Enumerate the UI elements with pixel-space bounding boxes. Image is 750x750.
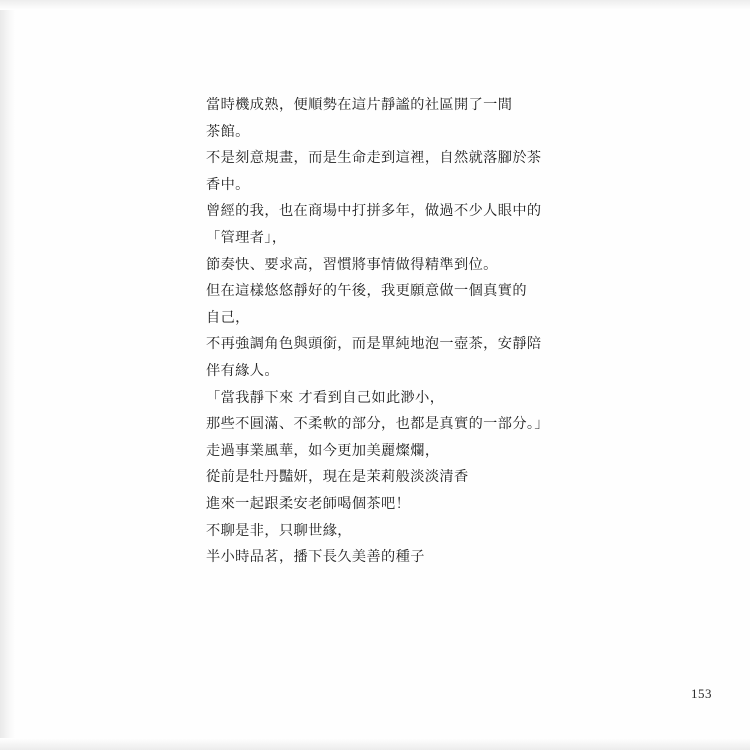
body-line: 走過事業風華，如今更加美麗燦爛， [206,442,440,459]
body-line: 從前是牡丹豔妍，現在是茉莉般淡淡清香 [206,469,469,486]
body-line: 但在這樣悠悠靜好的午後，我更願意做一個真實的 [206,283,527,300]
body-line: 半小時品茗，播下長久美善的種子 [206,549,425,566]
body-line: 「管理者」， [206,229,287,246]
body-line: 不是刻意規畫，而是生命走到這裡，自然就落腳於茶 [206,150,542,167]
body-line: 當時機成熟，便順勢在這片靜謐的社區開了一間 [206,97,513,113]
page-edge-shadow-top [0,0,750,10]
body-line: 那些不圓滿、不柔軟的部分，也都是真實的一部分。」 [206,416,550,433]
body-line: 「當我靜下來 才看到自己如此渺小， [206,389,445,406]
body-line: 不再強調角色與頭銜，而是單純地泡一壺茶，安靜陪 [206,336,542,353]
body-line: 香中。 [206,176,250,193]
body-line: 節奏快、要求高，習慣將事情做得精準到位。 [206,256,498,273]
body-line: 茶館。 [206,123,250,140]
body-line: 自己， [206,309,250,326]
body-line: 伴有緣人。 [206,362,279,379]
page-edge-shadow-bottom [0,738,750,750]
body-line: 不聊是非，只聊世緣， [206,522,352,539]
page-edge-shadow-left [0,0,16,750]
body-line: 曾經的我，也在商場中打拼多年，做過不少人眼中的 [206,203,542,220]
body-text [206,92,558,571]
page-number: 153 [691,686,712,701]
body-line: 進來一起跟柔安老師喝個茶吧！ [206,495,411,512]
